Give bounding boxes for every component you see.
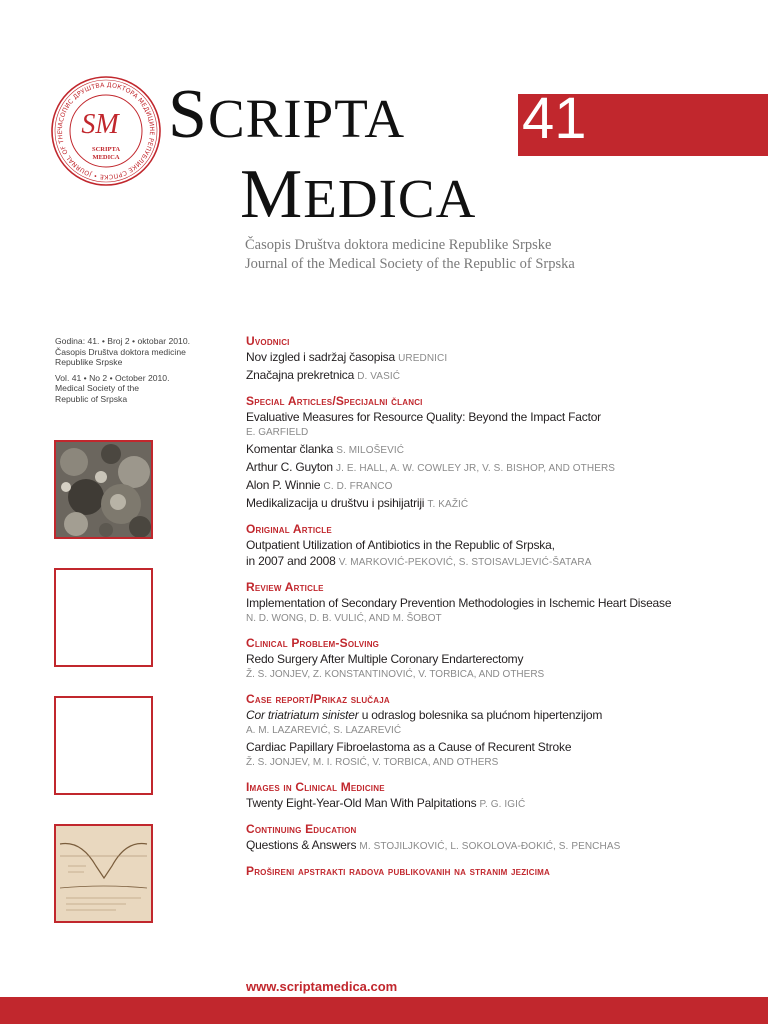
issue-number: 41 bbox=[522, 86, 587, 151]
toc-entry[interactable] bbox=[246, 537, 756, 553]
journal-title-medica bbox=[240, 156, 477, 233]
toc-section-case-report bbox=[246, 691, 756, 771]
issue-info-sr-3: Republike Srpske bbox=[55, 357, 123, 367]
journal-subtitle-english: Journal of the Medical Society of the Republic of Srpska bbox=[245, 256, 575, 272]
seal-ring-text: ЧАСОПИС ДРУШТВА ДОКТОРА МЕДИЦИНЕ РЕПУБЛИКЕ СРПСКЕ • JOURNAL OF THE bbox=[56, 81, 156, 181]
society-seal-logo bbox=[50, 75, 162, 187]
entry-title: Nov izgled i sadržaj časopisa bbox=[246, 350, 395, 364]
issue-info-sr-1: Godina: 41. • Broj 2 • oktobar 2010. bbox=[55, 336, 191, 346]
entry-title: Cardiac Papillary Fibroelastoma as a Cause of Recurent Stroke bbox=[246, 740, 572, 754]
issue-info-en-3: Republic of Srpska bbox=[55, 393, 128, 404]
title-text: MEDICA bbox=[240, 156, 477, 233]
entry-title-italic: Cor triatriatum sinister bbox=[246, 708, 359, 722]
section-heading: Review Article bbox=[246, 580, 324, 594]
section-heading: Original Article bbox=[246, 522, 332, 536]
entry-title: u odraslog bolesnika sa plućnom hipertenzijom bbox=[358, 708, 603, 722]
toc-section-extended-abstracts[interactable] bbox=[246, 863, 756, 879]
entry-title: Komentar članka bbox=[246, 442, 334, 456]
toc-entry[interactable] bbox=[246, 837, 756, 855]
diagram-thumbnail bbox=[54, 824, 153, 923]
issue-info bbox=[55, 336, 235, 404]
histology-thumbnail bbox=[54, 440, 153, 539]
entry-title: Implementation of Secondary Prevention Methodologies in Ischemic Heart Disease bbox=[246, 596, 672, 610]
seal-monogram: SM bbox=[81, 109, 119, 140]
toc-section-uvodnici bbox=[246, 333, 756, 385]
entry-authors: S. MILOŠEVIĆ bbox=[336, 445, 405, 456]
toc-section-review-article bbox=[246, 579, 756, 627]
issue-info-en-2: Medical Society of the bbox=[55, 383, 140, 393]
entry-title: Arthur C. Guyton bbox=[246, 460, 333, 474]
entry-authors: N. D. WONG, D. B. VULIĆ, AND M. ŠOBOT bbox=[246, 613, 442, 624]
toc-section-continuing-education bbox=[246, 821, 756, 855]
seal-word-1: SCRIPTA bbox=[91, 146, 121, 153]
entry-title: in 2007 and 2008 bbox=[246, 554, 336, 568]
section-heading: Special Articles/Specijalni članci bbox=[246, 394, 423, 408]
entry-title: Medikalizacija u društvu i psihijatriji bbox=[246, 496, 425, 510]
entry-authors: Ž. S. JONJEV, Z. KONSTANTINOVIĆ, V. TORBICA, AND OTHERS bbox=[246, 669, 545, 680]
entry-authors: J. E. HALL, A. W. COWLEY JR, V. S. BISHOP, AND OTHERS bbox=[335, 463, 616, 474]
toc-entry[interactable] bbox=[246, 795, 756, 813]
toc-entry[interactable] bbox=[246, 441, 756, 459]
section-heading: Uvodnici bbox=[246, 334, 290, 348]
toc-section-images-in-clinical-medicine bbox=[246, 779, 756, 813]
toc-entry[interactable] bbox=[246, 367, 756, 385]
journal-title-scripta bbox=[168, 76, 406, 153]
empty-thumbnail-frame bbox=[54, 696, 153, 795]
toc-entry[interactable] bbox=[246, 495, 756, 513]
toc-entry[interactable] bbox=[246, 651, 756, 667]
entry-authors: M. STOJILJKOVIĆ, L. SOKOLOVA-ĐOKIĆ, S. PENCHAS bbox=[359, 841, 621, 852]
toc-entry[interactable] bbox=[246, 477, 756, 495]
toc-section-original-article bbox=[246, 521, 756, 571]
entry-authors: P. G. IGIĆ bbox=[479, 799, 526, 810]
entry-title: Outpatient Utilization of Antibiotics in the Republic of Srpska, bbox=[246, 538, 555, 552]
issue-info-sr-2: Časopis Društva doktora medicine bbox=[55, 346, 186, 357]
toc-entry[interactable] bbox=[246, 349, 756, 367]
entry-title: Evaluative Measures for Resource Quality: Beyond the Impact Factor bbox=[246, 410, 601, 424]
entry-title: Questions & Answers bbox=[246, 838, 357, 852]
entry-authors: Ž. S. JONJEV, M. I. ROSIĆ, V. TORBICA, AND OTHERS bbox=[246, 757, 499, 768]
section-heading: Case report/Prikaz slučaja bbox=[246, 692, 390, 706]
toc-entry[interactable] bbox=[246, 409, 756, 425]
toc-section-clinical-problem-solving bbox=[246, 635, 756, 683]
footer-bar bbox=[0, 997, 768, 1024]
entry-title: Twenty Eight-Year-Old Man With Palpitations bbox=[246, 796, 477, 810]
entry-authors: T. KAŽIĆ bbox=[427, 499, 469, 510]
entry-authors: D. VASIĆ bbox=[357, 371, 401, 382]
entry-authors: E. GARFIELD bbox=[246, 427, 309, 438]
toc-section-special-articles bbox=[246, 393, 756, 513]
section-heading: Continuing Education bbox=[246, 822, 357, 836]
seal-word-2: MEDICA bbox=[92, 154, 120, 161]
website-link[interactable]: www.scriptamedica.com bbox=[246, 979, 398, 994]
entry-authors: V. MARKOVIĆ-PEKOVIĆ, S. STOISAVLJEVIĆ-ŠATARA bbox=[338, 557, 592, 568]
entry-authors: UREDNICI bbox=[398, 353, 448, 364]
entry-authors: C. D. FRANCO bbox=[323, 481, 393, 492]
entry-title: Značajna prekretnica bbox=[246, 368, 355, 382]
journal-subtitle-serbian: Časopis Društva doktora medicine Republike Srpske bbox=[245, 237, 552, 253]
entry-authors: A. M. LAZAREVIĆ, S. LAZAREVIĆ bbox=[246, 725, 402, 736]
entry-title: Redo Surgery After Multiple Coronary Endarterectomy bbox=[246, 652, 524, 666]
title-text: SCRIPTA bbox=[168, 76, 406, 153]
empty-thumbnail-frame bbox=[54, 568, 153, 667]
section-heading: Prošireni apstrakti radova publikovanih na stranim jezicima bbox=[246, 864, 550, 878]
issue-info-en-1: Vol. 41 • No 2 • October 2010. bbox=[55, 372, 170, 383]
section-heading: Clinical Problem-Solving bbox=[246, 636, 380, 650]
toc-entry-continued[interactable] bbox=[246, 553, 756, 571]
toc-entry[interactable] bbox=[246, 707, 756, 723]
toc-entry[interactable] bbox=[246, 595, 756, 611]
section-heading: Images in Clinical Medicine bbox=[246, 780, 385, 794]
toc-entry[interactable] bbox=[246, 739, 756, 755]
table-of-contents bbox=[246, 333, 756, 887]
entry-title: Alon P. Winnie bbox=[246, 478, 321, 492]
toc-entry[interactable] bbox=[246, 459, 756, 477]
